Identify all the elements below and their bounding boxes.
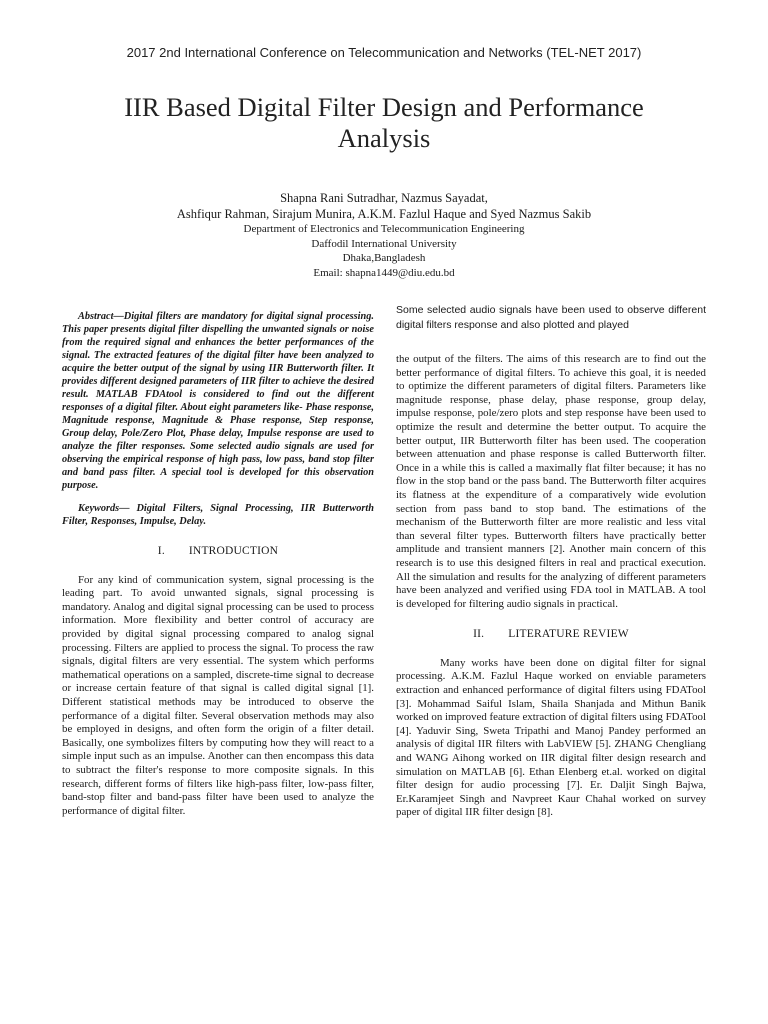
author-block bbox=[60, 190, 708, 280]
authors-line-2: Ashfiqur Rahman, Sirajum Munira, A.K.M. Fazlul Haque and Syed Nazmus Sakib bbox=[176, 207, 592, 221]
section-number: II. bbox=[473, 628, 485, 641]
intro-continuation-1: Some selected audio signals have been used to observe different digital filters response and also plotted and played bbox=[396, 304, 706, 331]
affiliation-city: Dhaka,Bangladesh bbox=[342, 252, 426, 264]
abstract: Abstract—Digital filters are mandatory for digital signal processing. This paper presents digital filter dispelling the unwanted signals or noise from the required signal and enhances the better performances of the signal. The extracted features of the digital filter have been analyzed to acquire the better output of the signal by using IIR Butterworth filter. It provides different designed parameters of IIR filter to achieve the desired result. MATLAB FDAtool is considered to find out the different responses of a digital filter. About eight parameters like- Phase response, Magnitude response, Magnitude & Phase response, Step response, Group delay, Pole/Zero Plot, Phase delay, Impulse response are used to analyze the filter responses. Some selected audio signals are used for observing the empirical response of high pass, low pass, band stop filter and band pass filter. A special tool is developed for this observation purpose. bbox=[62, 311, 374, 491]
section-title: LITERATURE REVIEW bbox=[508, 628, 629, 641]
left-column bbox=[62, 310, 374, 818]
conference-header: 2017 2nd International Conference on Telecommunication and Networks (TEL-NET 2017) bbox=[126, 45, 642, 60]
section-heading-literature-review bbox=[396, 628, 706, 642]
author-email: Email: shapna1449@diu.edu.bd bbox=[313, 266, 455, 279]
section-heading-introduction bbox=[62, 545, 374, 559]
paper-title bbox=[60, 92, 708, 154]
affiliation-university: Daffodil International University bbox=[311, 237, 457, 250]
right-column bbox=[396, 303, 706, 820]
title-line-1: IIR Based Digital Filter Design and Performance bbox=[124, 92, 644, 122]
intro-continuation-2: the output of the filters. The aims of this research are to find out the better performance of digital filters. To achieve this goal, it is needed to optimize the different parameters of digital filters. Parameters like magnitude response, phase delay, phase response, group delay, impulse response, pole/zero plots and step response have been used to optimize the result and determine the better output. To acquire the better output, IIR Butterworth filter has been used. The cooperation between attenuation and phase response is called Butterworth filter. Once in a while this is called a maximally flat filter because; it has no flow in the stop band or the pass band. The Butterworth filter acquires its flatness at the expenditure of a comparatively wide evolution section from pass band to stop band. The estimations of the mechanism of the Butterworth filter are more realistic and less vital than several filter types. Butterworth filters have practically better amplitude and transient manners [2]. Another main concern of this research is to use this designed filters in real and practical execution. All the simulation and results for the analyzing of different parameters have been analyzed and verified using FDA tool in MATLAB. A tool is developed for filtering audio signals in practical. bbox=[396, 353, 706, 610]
section-title: INTRODUCTION bbox=[188, 545, 279, 557]
intro-paragraph: For any kind of communication system, signal processing is the leading part. To avoid unwanted signals, signal processing is mandatory. Analog and digital signal processing can be used to process information. More flexibility and better control of accuracy are provided by digital signal processing compared to analog signal processing. Filters are applied to process the signal. To process the raw signals, digital filters are very essential. The system which performs mathematical operations on a sampled, discrete-time signal to decrease or increase certain feature of that signal is called digital signal [1]. Different statistical methods may be introduced to observe the performance of a digital filter. Several observation methods may also be employed in designs, and often form the origin of a filter detail. Basically, one symbolizes filters by computing how they will react to a simple input such as an impulse. Another can then encompass this data to subtract the filter's response to more composite signals. In this research, different forms of filters like high-pass filter, low-pass filter, band-stop filter and band-pass filter have been used to analyze the performance of digital filter. bbox=[62, 573, 374, 817]
section-number: I. bbox=[157, 545, 165, 557]
title-line-2: Analysis bbox=[337, 123, 431, 153]
literature-paragraph: Many works have been done on digital filter for signal processing. A.K.M. Fazlul Haque worked on enviable parameters extraction and enhanced performance of digital filters using FDATool [3]. Mohammad Saiful Islam, Shaila Shanjada and Mithun Banik worked on improved feature extraction of digital filters using FDATool [4]. Yaduvir Sing, Sweta Tripathi and Manoj Pandey performed an analysis of digital IIR filters with LabVIEW [5]. ZHANG Chengliang and WANG Aihong worked on IIR digital filter design research and simulation on MATLAB [6]. Ethan Elenberg et.al. worked on digital filter design for audio processing [7]. Er. Daljit Singh Bajwa, Er.Karamjeet Singh and Navpreet Kaur Chahal worked on survey paper of digital IIR filter design [8]. bbox=[396, 656, 706, 819]
authors-line-1: Shapna Rani Sutradhar, Nazmus Sayadat, bbox=[280, 191, 488, 205]
affiliation-dept: Department of Electronics and Telecommunication Engineering bbox=[243, 223, 525, 235]
keywords: Keywords— Digital Filters, Signal Processing, IIR Butterworth Filter, Responses, Impulse, Delay. bbox=[62, 503, 374, 527]
